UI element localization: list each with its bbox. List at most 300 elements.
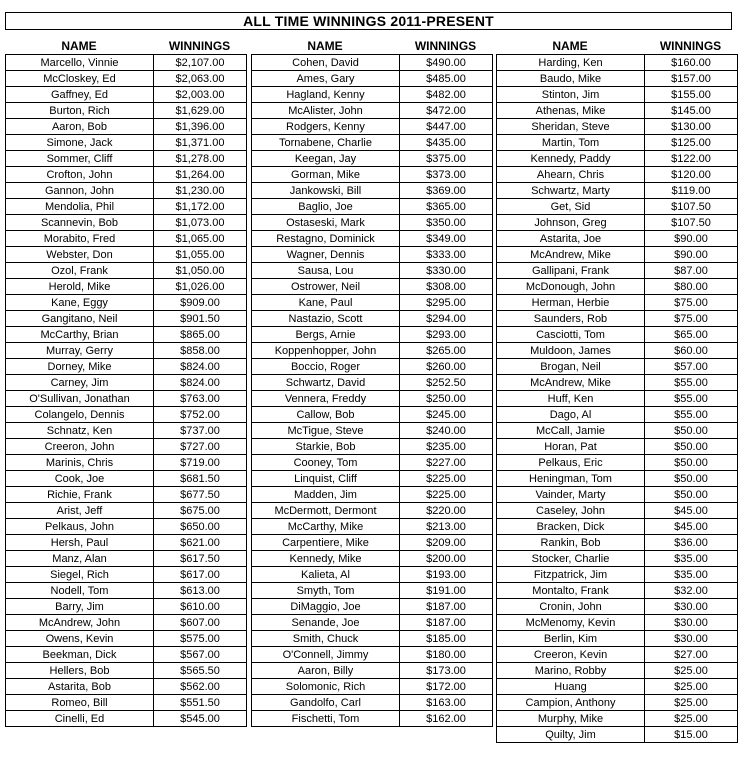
table-row <box>6 583 247 599</box>
table-row <box>6 599 247 615</box>
table-row <box>6 375 247 391</box>
winnings-amount: $107.50 <box>645 215 738 231</box>
player-name: Ames, Gary <box>252 71 400 87</box>
winnings-amount: $350.00 <box>400 215 493 231</box>
player-name: Ostaseski, Mark <box>252 215 400 231</box>
winnings-amount: $90.00 <box>645 247 738 263</box>
table-row <box>252 263 493 279</box>
table-row <box>252 71 493 87</box>
winnings-amount: $35.00 <box>645 567 738 583</box>
player-name: Cooney, Tom <box>252 455 400 471</box>
table-row <box>252 439 493 455</box>
player-name: Stinton, Jim <box>497 87 645 103</box>
winnings-header: WINNINGS <box>659 39 722 53</box>
player-name: Harding, Ken <box>497 55 645 71</box>
winnings-amount: $25.00 <box>645 695 738 711</box>
winnings-amount: $155.00 <box>645 87 738 103</box>
player-name: Johnson, Greg <box>497 215 645 231</box>
player-name: Baglio, Joe <box>252 199 400 215</box>
table-row <box>6 295 247 311</box>
table-row <box>252 583 493 599</box>
winnings-amount: $482.00 <box>400 87 493 103</box>
table-row <box>497 711 738 727</box>
winnings-amount: $55.00 <box>645 391 738 407</box>
winnings-amount: $50.00 <box>645 439 738 455</box>
winnings-amount: $75.00 <box>645 295 738 311</box>
table-row <box>497 631 738 647</box>
player-name: Pelkaus, Eric <box>497 455 645 471</box>
player-name: Koppenhopper, John <box>252 343 400 359</box>
player-name: Beekman, Dick <box>6 647 154 663</box>
table-row <box>6 215 247 231</box>
name-header: NAME <box>552 39 588 53</box>
player-name: Kane, Eggy <box>6 295 154 311</box>
player-name: McDonough, John <box>497 279 645 295</box>
winnings-amount: $373.00 <box>400 167 493 183</box>
winnings-amount: $25.00 <box>645 711 738 727</box>
table-row <box>252 487 493 503</box>
player-name: Carney, Jim <box>6 375 154 391</box>
table-row <box>6 711 247 727</box>
table-row <box>6 311 247 327</box>
table-row <box>497 487 738 503</box>
table-row <box>497 439 738 455</box>
player-name: Crofton, John <box>6 167 154 183</box>
winnings-amount: $575.00 <box>154 631 247 647</box>
winnings-header: WINNINGS <box>168 39 231 53</box>
winnings-amount: $1,396.00 <box>154 119 247 135</box>
player-name: Smith, Chuck <box>252 631 400 647</box>
table-row <box>497 327 738 343</box>
table-row <box>497 391 738 407</box>
player-name: Madden, Jim <box>252 487 400 503</box>
table-row <box>6 695 247 711</box>
player-name: Muldoon, James <box>497 343 645 359</box>
table-row <box>6 167 247 183</box>
player-name: Morabito, Fred <box>6 231 154 247</box>
column-header <box>496 38 738 54</box>
table-row <box>252 423 493 439</box>
player-name: Nastazio, Scott <box>252 311 400 327</box>
table-row <box>252 615 493 631</box>
player-name: Cohen, David <box>252 55 400 71</box>
player-name: Astarita, Joe <box>497 231 645 247</box>
player-name: O'Connell, Jimmy <box>252 647 400 663</box>
player-name: Athenas, Mike <box>497 103 645 119</box>
player-name: Huff, Ken <box>497 391 645 407</box>
winnings-amount: $180.00 <box>400 647 493 663</box>
winnings-amount: $120.00 <box>645 167 738 183</box>
player-name: Fischetti, Tom <box>252 711 400 727</box>
winnings-amount: $27.00 <box>645 647 738 663</box>
player-name: Heningman, Tom <box>497 471 645 487</box>
player-name: Nodell, Tom <box>6 583 154 599</box>
table-row <box>252 695 493 711</box>
winnings-amount: $265.00 <box>400 343 493 359</box>
table-row <box>497 423 738 439</box>
table-row <box>252 631 493 647</box>
table-row <box>252 679 493 695</box>
table-row <box>252 551 493 567</box>
winnings-amount: $32.00 <box>645 583 738 599</box>
player-name: Gallipani, Frank <box>497 263 645 279</box>
winnings-amount: $75.00 <box>645 311 738 327</box>
winnings-amount: $60.00 <box>645 343 738 359</box>
table-row <box>497 695 738 711</box>
winnings-amount: $1,172.00 <box>154 199 247 215</box>
winnings-amount: $1,629.00 <box>154 103 247 119</box>
winnings-amount: $295.00 <box>400 295 493 311</box>
table-row <box>252 663 493 679</box>
table-row <box>6 519 247 535</box>
table-row <box>252 311 493 327</box>
winnings-amount: $2,107.00 <box>154 55 247 71</box>
table-row <box>497 103 738 119</box>
table-row <box>252 199 493 215</box>
winnings-amount: $172.00 <box>400 679 493 695</box>
winnings-amount: $245.00 <box>400 407 493 423</box>
table-row <box>252 247 493 263</box>
table-row <box>252 375 493 391</box>
player-name: Sausa, Lou <box>252 263 400 279</box>
winnings-amount: $45.00 <box>645 519 738 535</box>
winnings-amount: $675.00 <box>154 503 247 519</box>
table-row <box>252 151 493 167</box>
player-name: Kennedy, Mike <box>252 551 400 567</box>
winnings-amount: $119.00 <box>645 183 738 199</box>
winnings-amount: $293.00 <box>400 327 493 343</box>
winnings-amount: $87.00 <box>645 263 738 279</box>
player-name: Creeron, Kevin <box>497 647 645 663</box>
table-row <box>6 663 247 679</box>
player-name: Schnatz, Ken <box>6 423 154 439</box>
player-name: Dago, Al <box>497 407 645 423</box>
table-row <box>252 647 493 663</box>
table-row <box>252 343 493 359</box>
player-name: Montalto, Frank <box>497 583 645 599</box>
player-name: Marinis, Chris <box>6 455 154 471</box>
column-header <box>5 38 247 54</box>
table-row <box>497 679 738 695</box>
winnings-amount: $2,003.00 <box>154 87 247 103</box>
table-row <box>497 519 738 535</box>
table-row <box>497 503 738 519</box>
table-row <box>497 455 738 471</box>
winnings-amount: $50.00 <box>645 455 738 471</box>
player-name: Hersh, Paul <box>6 535 154 551</box>
player-name: Vennera, Freddy <box>252 391 400 407</box>
winnings-amount: $294.00 <box>400 311 493 327</box>
winnings-amount: $824.00 <box>154 375 247 391</box>
table-row <box>497 407 738 423</box>
table-row <box>252 599 493 615</box>
player-name: Aaron, Bob <box>6 119 154 135</box>
table-row <box>6 279 247 295</box>
player-name: Callow, Bob <box>252 407 400 423</box>
table-row <box>497 87 738 103</box>
player-name: Saunders, Rob <box>497 311 645 327</box>
player-name: Martin, Tom <box>497 135 645 151</box>
table-row <box>6 455 247 471</box>
player-name: Senande, Joe <box>252 615 400 631</box>
winnings-amount: $25.00 <box>645 679 738 695</box>
winnings-amount: $50.00 <box>645 487 738 503</box>
winnings-amount: $57.00 <box>645 359 738 375</box>
player-name: Stocker, Charlie <box>497 551 645 567</box>
player-name: Restagno, Dominick <box>252 231 400 247</box>
winnings-amount: $562.00 <box>154 679 247 695</box>
table-row <box>497 583 738 599</box>
winnings-amount: $719.00 <box>154 455 247 471</box>
winnings-table <box>251 54 493 727</box>
player-name: Gaffney, Ed <box>6 87 154 103</box>
winnings-amount: $447.00 <box>400 119 493 135</box>
winnings-amount: $2,063.00 <box>154 71 247 87</box>
table-row <box>6 647 247 663</box>
player-name: Jankowski, Bill <box>252 183 400 199</box>
winnings-amount: $240.00 <box>400 423 493 439</box>
player-name: McMenomy, Kevin <box>497 615 645 631</box>
winnings-amount: $163.00 <box>400 695 493 711</box>
player-name: McCarthy, Mike <box>252 519 400 535</box>
player-name: McAlister, John <box>252 103 400 119</box>
table-row <box>252 215 493 231</box>
player-name: Mendolia, Phil <box>6 199 154 215</box>
winnings-amount: $225.00 <box>400 487 493 503</box>
winnings-amount: $30.00 <box>645 599 738 615</box>
player-name: Kalieta, Al <box>252 567 400 583</box>
player-name: Solomonic, Rich <box>252 679 400 695</box>
winnings-amount: $650.00 <box>154 519 247 535</box>
table-row <box>252 87 493 103</box>
table-row <box>497 663 738 679</box>
table-row <box>252 183 493 199</box>
player-name: Bracken, Dick <box>497 519 645 535</box>
player-name: Casciotti, Tom <box>497 327 645 343</box>
table-row <box>252 455 493 471</box>
winnings-amount: $375.00 <box>400 151 493 167</box>
player-name: Siegel, Rich <box>6 567 154 583</box>
winnings-amount: $1,065.00 <box>154 231 247 247</box>
player-name: Richie, Frank <box>6 487 154 503</box>
player-name: Aaron, Billy <box>252 663 400 679</box>
table-row <box>252 535 493 551</box>
winnings-amount: $565.50 <box>154 663 247 679</box>
player-name: Boccio, Roger <box>252 359 400 375</box>
table-row <box>6 87 247 103</box>
winnings-amount: $145.00 <box>645 103 738 119</box>
table-row <box>6 423 247 439</box>
table-row <box>497 567 738 583</box>
winnings-table <box>5 54 247 727</box>
winnings-amount: $213.00 <box>400 519 493 535</box>
player-name: Keegan, Jay <box>252 151 400 167</box>
table-row <box>497 359 738 375</box>
player-name: Colangelo, Dennis <box>6 407 154 423</box>
table-row <box>6 199 247 215</box>
player-name: Get, Sid <box>497 199 645 215</box>
player-name: Sommer, Cliff <box>6 151 154 167</box>
table-row <box>6 71 247 87</box>
winnings-amount: $1,230.00 <box>154 183 247 199</box>
player-name: Webster, Don <box>6 247 154 263</box>
table-row <box>252 567 493 583</box>
player-name: Linquist, Cliff <box>252 471 400 487</box>
winnings-amount: $607.00 <box>154 615 247 631</box>
winnings-amount: $36.00 <box>645 535 738 551</box>
player-name: Ozol, Frank <box>6 263 154 279</box>
table-row <box>6 551 247 567</box>
winnings-amount: $122.00 <box>645 151 738 167</box>
table-row <box>252 711 493 727</box>
table-row <box>6 359 247 375</box>
winnings-amount: $30.00 <box>645 615 738 631</box>
winnings-amount: $25.00 <box>645 663 738 679</box>
player-name: McCloskey, Ed <box>6 71 154 87</box>
player-name: Marino, Robby <box>497 663 645 679</box>
table-row <box>6 183 247 199</box>
winnings-amount: $162.00 <box>400 711 493 727</box>
name-header: NAME <box>307 39 343 53</box>
player-name: Cronin, John <box>497 599 645 615</box>
player-name: Manz, Alan <box>6 551 154 567</box>
winnings-amount: $567.00 <box>154 647 247 663</box>
winnings-amount: $727.00 <box>154 439 247 455</box>
player-name: Carpentiere, Mike <box>252 535 400 551</box>
winnings-table <box>496 54 738 743</box>
player-name: Tornabene, Charlie <box>252 135 400 151</box>
winnings-amount: $551.50 <box>154 695 247 711</box>
player-name: Arist, Jeff <box>6 503 154 519</box>
winnings-amount: $90.00 <box>645 231 738 247</box>
table-row <box>6 343 247 359</box>
table-row <box>6 103 247 119</box>
player-name: Sheridan, Steve <box>497 119 645 135</box>
player-name: Brogan, Neil <box>497 359 645 375</box>
winnings-amount: $681.50 <box>154 471 247 487</box>
table-row <box>252 119 493 135</box>
winnings-amount: $35.00 <box>645 551 738 567</box>
table-row <box>6 471 247 487</box>
winnings-amount: $260.00 <box>400 359 493 375</box>
table-row <box>497 599 738 615</box>
table-row <box>252 103 493 119</box>
player-name: Quilty, Jim <box>497 727 645 743</box>
player-name: Vainder, Marty <box>497 487 645 503</box>
table-row <box>252 231 493 247</box>
winnings-amount: $220.00 <box>400 503 493 519</box>
winnings-amount: $545.00 <box>154 711 247 727</box>
table-row <box>497 615 738 631</box>
winnings-amount: $369.00 <box>400 183 493 199</box>
player-name: McAndrew, John <box>6 615 154 631</box>
player-name: Schwartz, David <box>252 375 400 391</box>
winnings-amount: $45.00 <box>645 503 738 519</box>
table-row <box>252 359 493 375</box>
player-name: Starkie, Bob <box>252 439 400 455</box>
player-name: Huang <box>497 679 645 695</box>
winnings-header: WINNINGS <box>414 39 477 53</box>
table-row <box>497 647 738 663</box>
player-name: Barry, Jim <box>6 599 154 615</box>
table-row <box>252 167 493 183</box>
player-name: McCarthy, Brian <box>6 327 154 343</box>
player-name: Bergs, Arnie <box>252 327 400 343</box>
player-name: Caseley, John <box>497 503 645 519</box>
player-name: Wagner, Dennis <box>252 247 400 263</box>
winnings-amount: $1,073.00 <box>154 215 247 231</box>
winnings-amount: $1,050.00 <box>154 263 247 279</box>
winnings-amount: $901.50 <box>154 311 247 327</box>
winnings-amount: $157.00 <box>645 71 738 87</box>
winnings-amount: $617.50 <box>154 551 247 567</box>
winnings-amount: $193.00 <box>400 567 493 583</box>
player-name: Gannon, John <box>6 183 154 199</box>
winnings-amount: $752.00 <box>154 407 247 423</box>
player-name: Gorman, Mike <box>252 167 400 183</box>
player-name: Burton, Rich <box>6 103 154 119</box>
table-row <box>6 615 247 631</box>
winnings-amount: $187.00 <box>400 599 493 615</box>
player-name: McCall, Jamie <box>497 423 645 439</box>
winnings-amount: $490.00 <box>400 55 493 71</box>
winnings-amount: $737.00 <box>154 423 247 439</box>
page-title: ALL TIME WINNINGS 2011-PRESENT <box>5 12 732 30</box>
table-row <box>252 55 493 71</box>
player-name: Ostrower, Neil <box>252 279 400 295</box>
table-row <box>6 503 247 519</box>
table-row <box>6 631 247 647</box>
table-row <box>6 535 247 551</box>
winnings-amount: $160.00 <box>645 55 738 71</box>
player-name: Simone, Jack <box>6 135 154 151</box>
table-row <box>252 407 493 423</box>
winnings-amount: $472.00 <box>400 103 493 119</box>
name-header: NAME <box>61 39 97 53</box>
table-row <box>497 263 738 279</box>
table-row <box>497 343 738 359</box>
table-row <box>6 327 247 343</box>
player-name: Murray, Gerry <box>6 343 154 359</box>
winnings-column-2 <box>251 38 493 727</box>
table-row <box>6 263 247 279</box>
winnings-amount: $1,026.00 <box>154 279 247 295</box>
winnings-amount: $349.00 <box>400 231 493 247</box>
player-name: Gangitano, Neil <box>6 311 154 327</box>
player-name: Owens, Kevin <box>6 631 154 647</box>
player-name: Marcello, Vinnie <box>6 55 154 71</box>
winnings-amount: $50.00 <box>645 471 738 487</box>
winnings-column-3 <box>496 38 738 743</box>
player-name: Rodgers, Kenny <box>252 119 400 135</box>
player-name: Creeron, John <box>6 439 154 455</box>
player-name: DiMaggio, Joe <box>252 599 400 615</box>
winnings-amount: $1,264.00 <box>154 167 247 183</box>
table-row <box>252 519 493 535</box>
player-name: Cook, Joe <box>6 471 154 487</box>
table-row <box>497 727 738 743</box>
table-row <box>497 183 738 199</box>
table-row <box>497 55 738 71</box>
winnings-amount: $107.50 <box>645 199 738 215</box>
player-name: Campion, Anthony <box>497 695 645 711</box>
player-name: Kennedy, Paddy <box>497 151 645 167</box>
player-name: Astarita, Bob <box>6 679 154 695</box>
player-name: Romeo, Bill <box>6 695 154 711</box>
table-row <box>497 279 738 295</box>
player-name: Horan, Pat <box>497 439 645 455</box>
winnings-amount: $1,371.00 <box>154 135 247 151</box>
